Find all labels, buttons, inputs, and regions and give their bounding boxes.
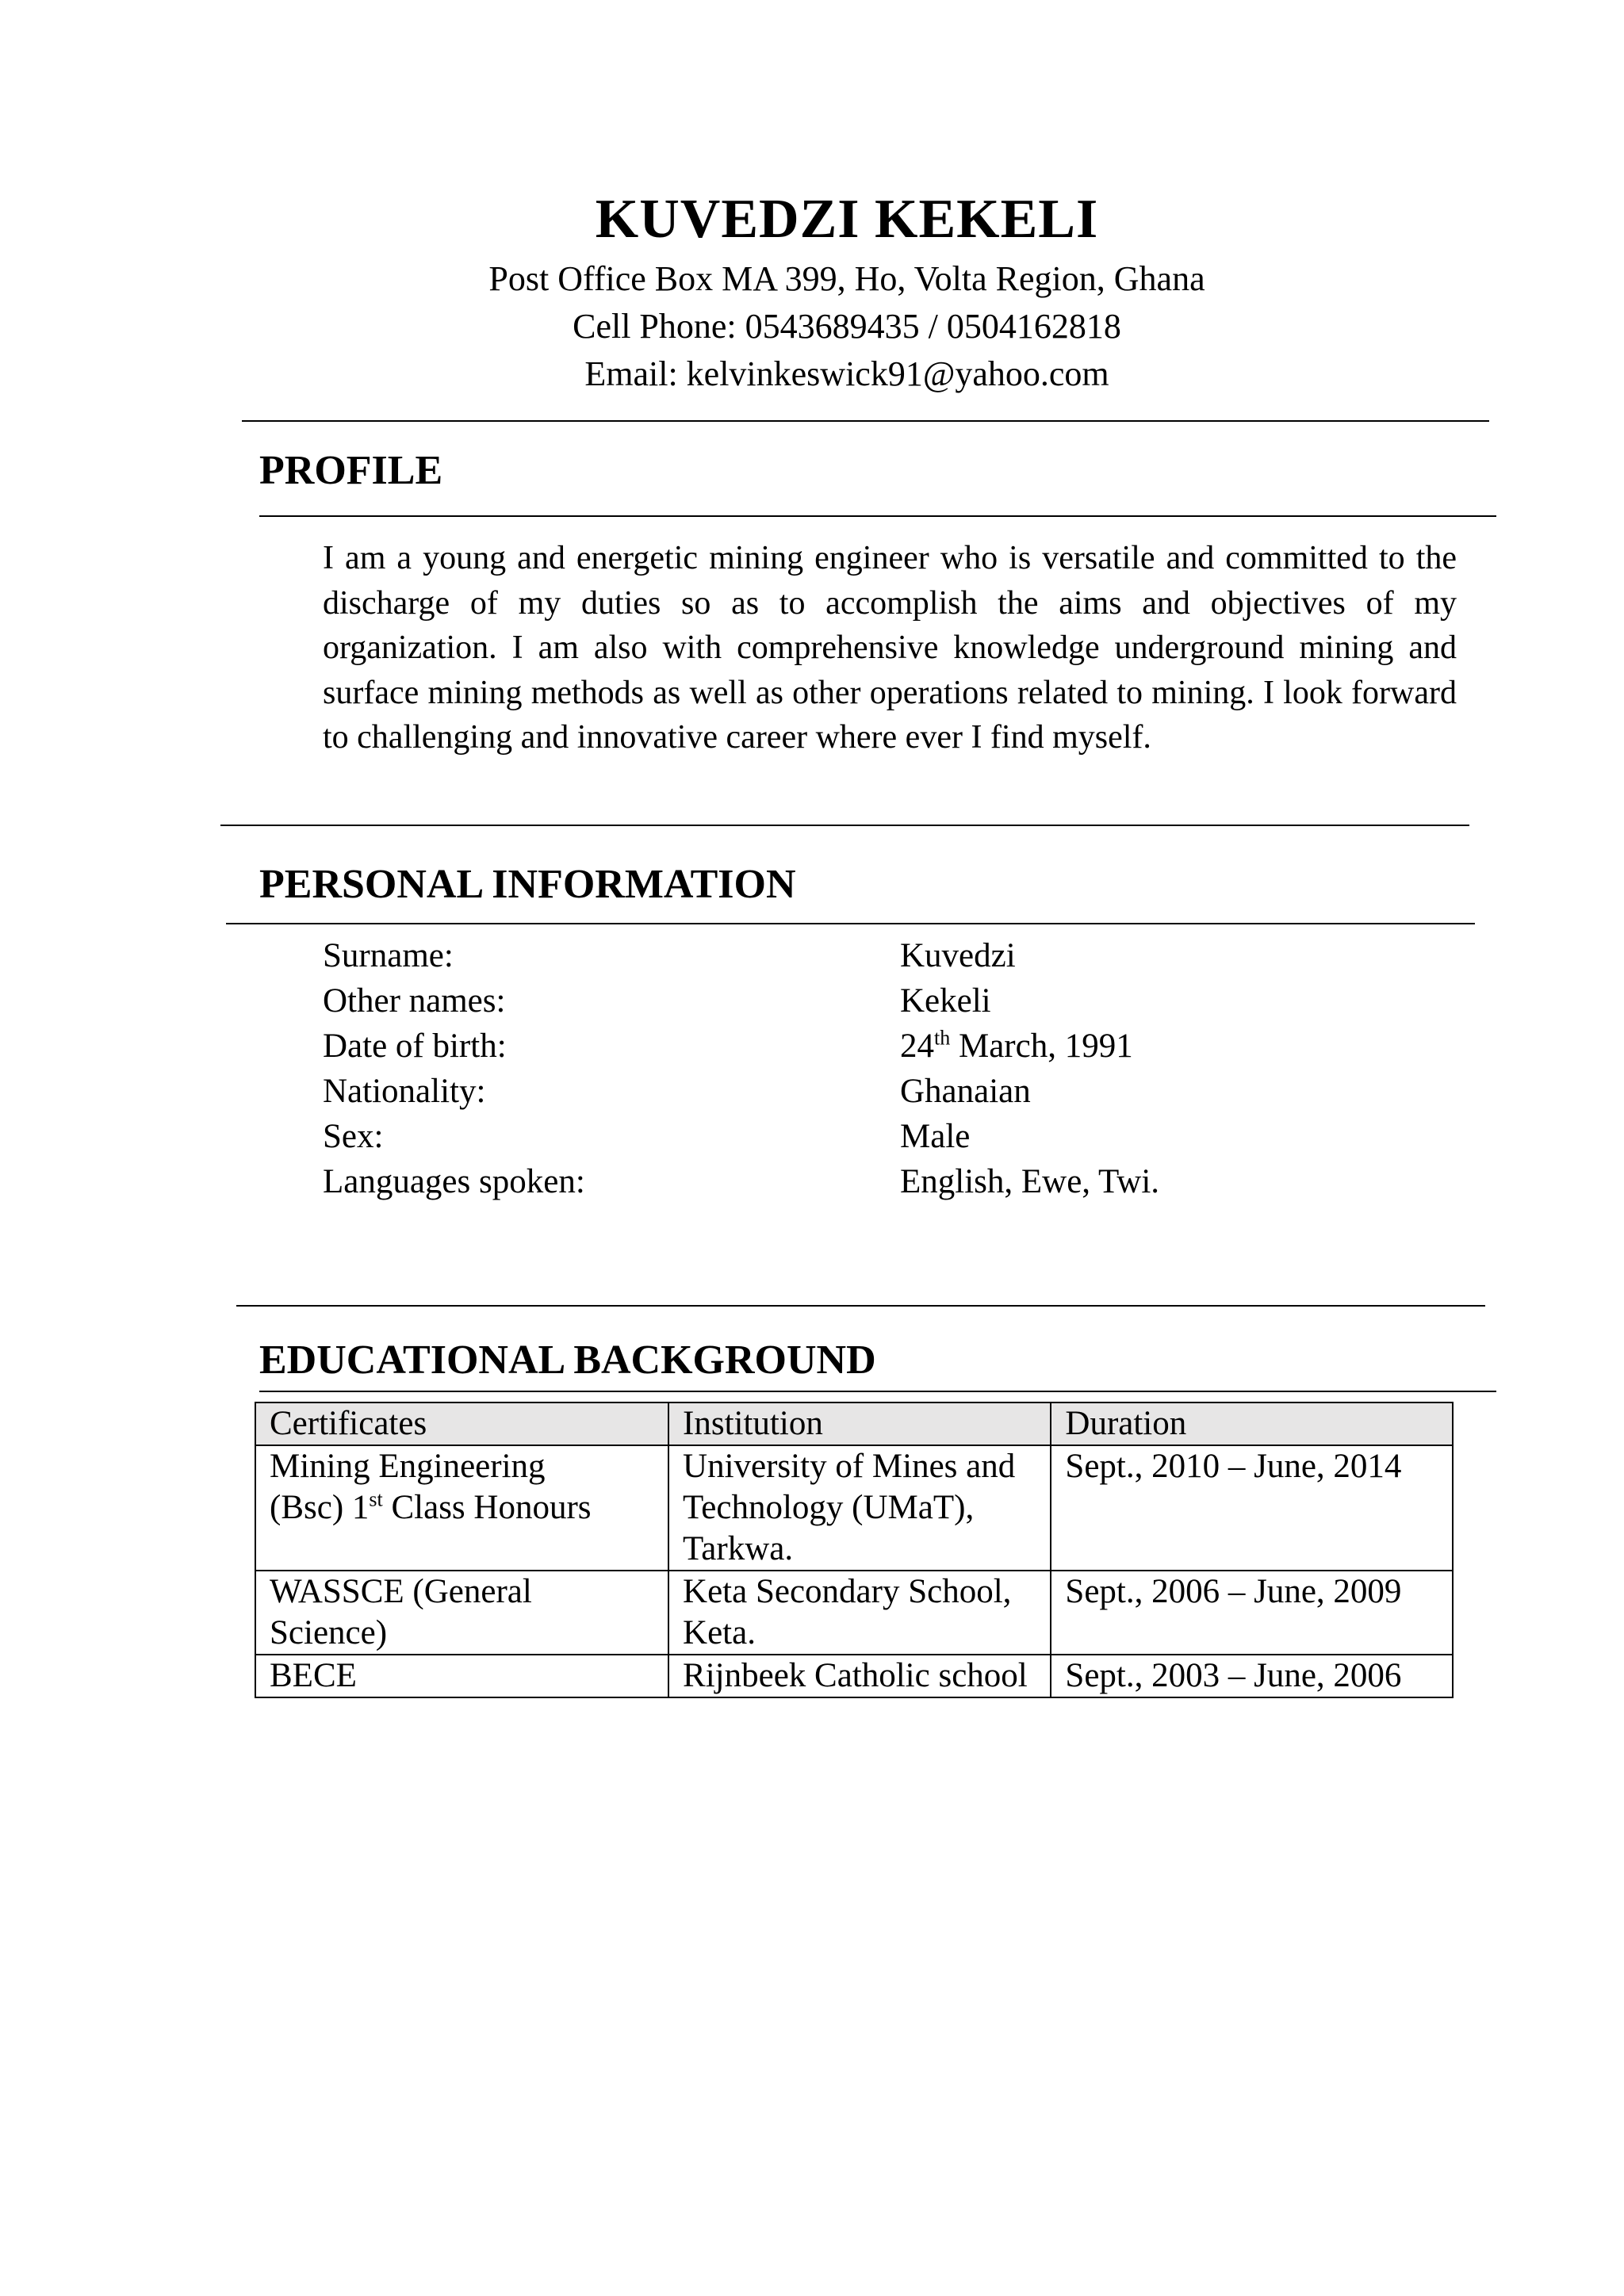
- column-header-duration: Duration: [1051, 1402, 1453, 1445]
- personal-info-end-divider: [236, 1305, 1485, 1307]
- candidate-name: KUVEDZI KEKELI: [595, 189, 1099, 250]
- table-row: [255, 1655, 1453, 1697]
- sex-label: Sex:: [323, 1118, 384, 1155]
- languages-value: English, Ewe, Twi.: [900, 1163, 1160, 1200]
- profile-heading-rule: [259, 515, 1496, 517]
- profile-heading: PROFILE: [259, 448, 443, 493]
- personal-info-heading-rule: [226, 923, 1475, 924]
- phone-line: Cell Phone: 0543689435 / 0504162818: [573, 307, 1121, 346]
- profile-paragraph: I am a young and energetic mining engineer who is versatile and committed to the discharge of my duties so as to accomplish the aims and objectives of my organization. I am also with comprehensive knowledge underground mining and surface mining methods as well as other operations related to mining. I look forward to challenging and innovative career where ever I find myself.: [323, 540, 1457, 756]
- other-names-value: Kekeli: [900, 982, 991, 1020]
- surname-value: Kuvedzi: [900, 937, 1016, 974]
- email-line: Email: kelvinkeswick91@yahoo.com: [584, 354, 1109, 393]
- education-heading: EDUCATIONAL BACKGROUND: [259, 1337, 876, 1383]
- table-row: [255, 1445, 1453, 1571]
- certificate-cell: Mining Engineering (Bsc) 1st Class Honours: [255, 1445, 668, 1571]
- education-table: [255, 1402, 1454, 1698]
- date-of-birth-value: 24th March, 1991: [900, 1026, 1133, 1065]
- duration-cell: Sept., 2003 – June, 2006: [1051, 1655, 1453, 1697]
- date-of-birth-label: Date of birth:: [323, 1027, 507, 1065]
- surname-label: Surname:: [323, 937, 454, 974]
- certificate-cell: WASSCE (General Science): [255, 1571, 668, 1655]
- table-header-row: [255, 1402, 1453, 1445]
- nationality-value: Ghanaian: [900, 1073, 1031, 1110]
- institution-cell: University of Mines and Technology (UMaT), Tarkwa.: [668, 1445, 1051, 1571]
- personal-info-heading: PERSONAL INFORMATION: [259, 862, 796, 907]
- profile-end-divider: [220, 825, 1469, 826]
- column-header-certificates: Certificates: [255, 1402, 668, 1445]
- other-names-label: Other names:: [323, 982, 506, 1020]
- institution-cell: Keta Secondary School, Keta.: [668, 1571, 1051, 1655]
- sex-value: Male: [900, 1118, 971, 1155]
- certificate-cell: BECE: [255, 1655, 668, 1697]
- institution-cell: Rijnbeek Catholic school: [668, 1655, 1051, 1697]
- education-heading-rule: [259, 1391, 1496, 1392]
- header-divider: [242, 420, 1489, 422]
- nationality-label: Nationality:: [323, 1073, 486, 1110]
- table-row: [255, 1571, 1453, 1655]
- duration-cell: Sept., 2006 – June, 2009: [1051, 1571, 1453, 1655]
- address-line: Post Office Box MA 399, Ho, Volta Region, Ghana: [488, 259, 1205, 298]
- column-header-institution: Institution: [668, 1402, 1051, 1445]
- duration-cell: Sept., 2010 – June, 2014: [1051, 1445, 1453, 1571]
- languages-label: Languages spoken:: [323, 1163, 585, 1200]
